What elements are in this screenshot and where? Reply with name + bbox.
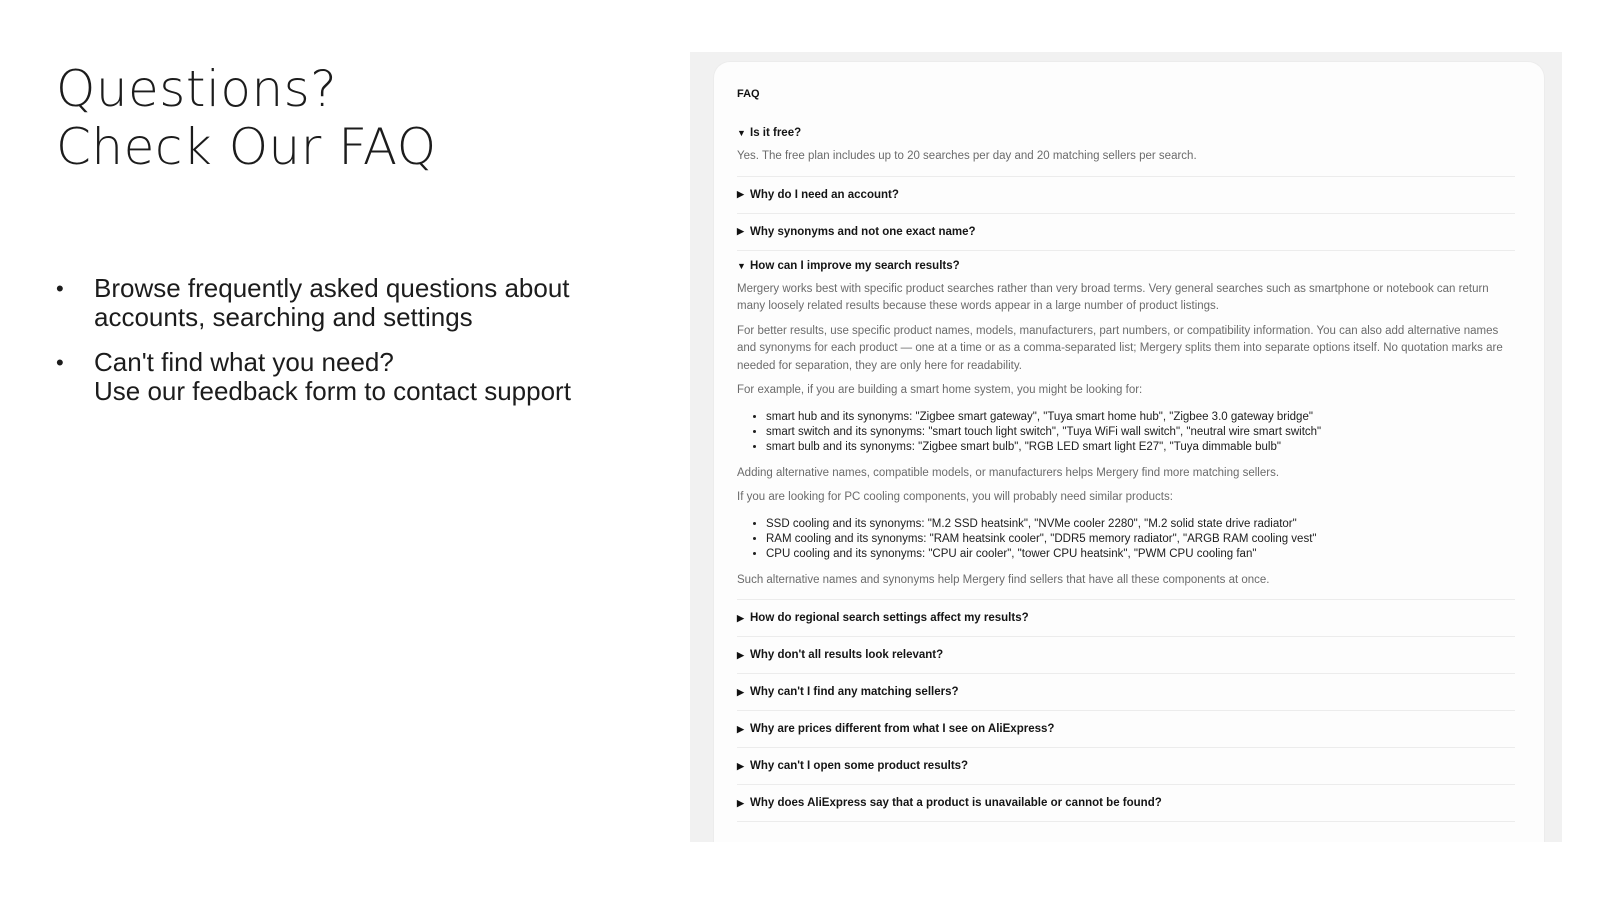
bullet-dot: •	[56, 276, 64, 301]
faq-question: Why does AliExpress say that a product is unavailable or cannot be found?	[750, 797, 1162, 809]
answer-paragraph: For example, if you are building a smart home system, you might be looking for:	[737, 384, 1143, 396]
collapsed-arrow-icon: ▶	[737, 189, 744, 199]
faq-heading: FAQ	[737, 88, 760, 100]
list-item: • smart bulb and its synonyms: "Zigbee smart bulb", "RGB LED smart light E27", "Tuya dimmable bulb"	[766, 440, 1515, 455]
collapsed-arrow-icon: ▶	[737, 760, 744, 771]
faq-item	[737, 118, 1515, 177]
faq-question: How can I improve my search results?	[750, 259, 960, 272]
collapsed-arrow-icon: ▶	[737, 723, 744, 734]
faq-question-toggle[interactable]	[737, 711, 1515, 747]
faq-question-toggle[interactable]	[737, 214, 1515, 250]
faq-card	[714, 62, 1544, 842]
answer-paragraph: Mergery works best with specific product searches rather than very broad terms. Very general searches such as smartphone or notebook can return many loosely related results because these words appear in a large number of product listings.	[737, 282, 1489, 312]
example-list	[737, 517, 1515, 562]
faq-question: How do regional search settings affect my results?	[750, 612, 1029, 624]
bullet-dot: •	[56, 350, 64, 375]
example-list	[737, 410, 1515, 455]
bullet-list	[56, 274, 616, 422]
faq-item	[737, 711, 1515, 748]
list-item: • smart hub and its synonyms: "Zigbee smart gateway", "Tuya smart home hub", "Zigbee 3.0 gateway bridge"	[766, 410, 1515, 425]
answer-paragraph: Yes. The free plan includes up to 20 searches per day and 20 matching sellers per search.	[737, 150, 1197, 162]
slide-title	[56, 60, 437, 176]
faq-question-toggle[interactable]	[737, 748, 1515, 784]
list-item: • CPU cooling and its synonyms: "CPU air cooler", "tower CPU heatsink", "PWM CPU cooling fan"	[766, 547, 1515, 562]
answer-paragraph: Such alternative names and synonyms help Mergery find sellers that have all these components at once.	[737, 573, 1270, 586]
faq-item	[737, 600, 1515, 637]
faq-answer	[737, 281, 1515, 600]
answer-paragraph: If you are looking for PC cooling components, you will probably need similar products:	[737, 491, 1173, 503]
list-item: • RAM cooling and its synonyms: "RAM heatsink cooler", "DDR5 memory radiator", "ARGB RAM cooling vest"	[766, 532, 1515, 547]
faq-item	[737, 177, 1515, 214]
answer-paragraph: Adding alternative names, compatible models, or manufacturers helps Mergery find more matching sellers.	[737, 466, 1280, 479]
collapsed-arrow-icon: ▶	[737, 612, 744, 623]
faq-item	[737, 251, 1515, 601]
bullet-text: Use our feedback form to contact support	[94, 376, 571, 406]
faq-question-toggle[interactable]	[737, 177, 1515, 213]
list-item: • SSD cooling and its synonyms: "M.2 SSD heatsink", "NVMe cooler 2280", "M.2 solid state drive radiator"	[766, 517, 1515, 532]
faq-question-toggle[interactable]	[737, 600, 1515, 636]
faq-question-toggle[interactable]	[737, 674, 1515, 710]
faq-answer	[737, 148, 1515, 176]
faq-question: Is it free?	[750, 127, 802, 139]
bullet-text: Can't find what you need?	[94, 347, 394, 377]
faq-item	[737, 785, 1515, 822]
collapsed-arrow-icon: ▶	[737, 649, 744, 660]
collapsed-arrow-icon: ▶	[737, 226, 744, 236]
faq-question: Why are prices different from what I see on AliExpress?	[750, 723, 1055, 735]
faq-screenshot	[690, 52, 1562, 842]
faq-question: Why do I need an account?	[750, 188, 899, 201]
faq-item	[737, 674, 1515, 711]
faq-item	[737, 637, 1515, 674]
faq-question: Why can't I find any matching sellers?	[750, 686, 959, 698]
answer-paragraph: For better results, use specific product names, models, manufacturers, part numbers, or compatibility information. You can also add alternative names and synonyms for each product — one at a time or as a comma-separated list; Mergery splits them into separate options itself. No quotation marks are needed for separation, they are only here for readability.	[737, 324, 1503, 372]
faq-question-toggle[interactable]	[737, 637, 1515, 673]
faq-question-toggle[interactable]	[737, 118, 1515, 148]
faq-list	[737, 118, 1515, 822]
expanded-arrow-icon: ▼	[737, 128, 746, 138]
faq-question-toggle[interactable]	[737, 785, 1515, 821]
bullet-item	[56, 274, 616, 332]
title-line-2: Check Our FAQ	[56, 118, 437, 176]
title-line-1: Questions?	[56, 60, 338, 118]
faq-item	[737, 214, 1515, 251]
expanded-arrow-icon: ▼	[737, 260, 746, 271]
collapsed-arrow-icon: ▶	[737, 686, 744, 697]
faq-question-toggle[interactable]	[737, 251, 1515, 281]
bullet-item	[56, 348, 616, 406]
bullet-text: accounts, searching and settings	[94, 302, 473, 332]
collapsed-arrow-icon: ▶	[737, 797, 744, 808]
list-item: • smart switch and its synonyms: "smart touch light switch", "Tuya WiFi wall switch", "neutral wire smart switch"	[766, 425, 1515, 440]
faq-question: Why synonyms and not one exact name?	[750, 225, 976, 238]
bullet-text: Browse frequently asked questions about	[94, 273, 570, 303]
faq-item	[737, 748, 1515, 785]
faq-question: Why can't I open some product results?	[750, 760, 969, 772]
faq-question: Why don't all results look relevant?	[750, 649, 944, 661]
